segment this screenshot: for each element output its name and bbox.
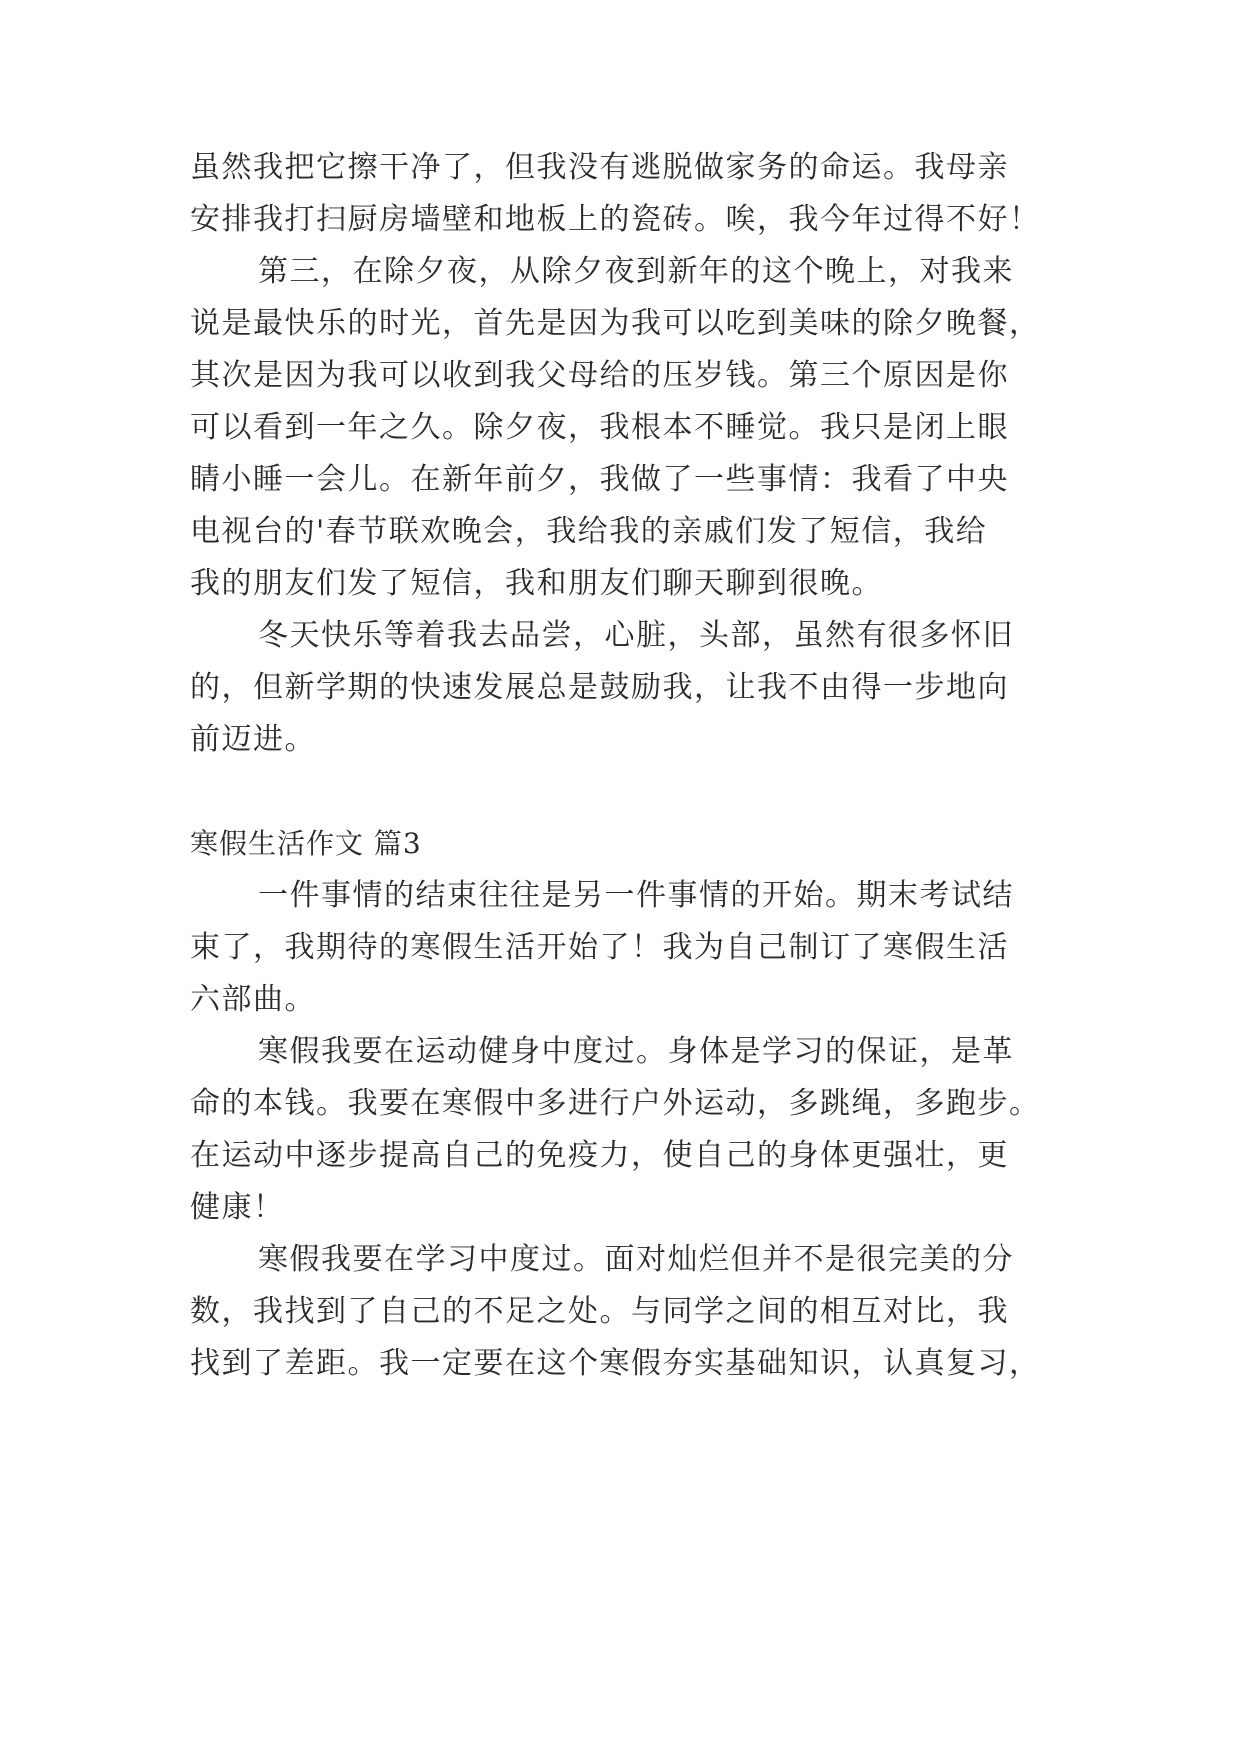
text-line: 寒假我要在运动健身中度过。身体是学习的保证，是革	[258, 1034, 1014, 1069]
text-line: 说是最快乐的时光，首先是因为我可以吃到美味的除夕晚餐，	[190, 306, 1041, 341]
text-line: 找到了差距。我一定要在这个寒假夯实基础知识，认真复习，	[190, 1346, 1041, 1381]
text-line: 数，我找到了自己的不足之处。与同学之间的相互对比，我	[190, 1294, 1009, 1329]
text-line: 睛小睡一会儿。在新年前夕，我做了一些事情：我看了中央	[190, 462, 1009, 497]
section-heading: 寒假生活作文 篇3	[190, 827, 422, 860]
text-line: 安排我打扫厨房墙壁和地板上的瓷砖。唉，我今年过得不好！	[190, 202, 1041, 237]
text-line: 在运动中逐步提高自己的免疫力，使自己的身体更强壮，更	[190, 1138, 1009, 1173]
text-line: 电视台的'春节联欢晚会，我给我的亲戚们发了短信，我给	[190, 514, 988, 549]
text-line: 命的本钱。我要在寒假中多进行户外运动，多跳绳，多跑步。	[190, 1086, 1041, 1121]
text-line: 束了，我期待的寒假生活开始了！我为自己制订了寒假生活	[190, 930, 1009, 965]
text-line: 我的朋友们发了短信，我和朋友们聊天聊到很晚。	[190, 566, 883, 601]
text-line: 寒假我要在学习中度过。面对灿烂但并不是很完美的分	[258, 1242, 1014, 1277]
text-line: 健康！	[190, 1190, 285, 1225]
text-line: 其次是因为我可以收到我父母给的压岁钱。第三个原因是你	[190, 358, 1009, 393]
text-line: 虽然我把它擦干净了，但我没有逃脱做家务的命运。我母亲	[190, 150, 1009, 185]
text-line: 冬天快乐等着我去品尝，心脏，头部，虽然有很多怀旧	[258, 618, 1014, 653]
text-line: 一件事情的结束往往是另一件事情的开始。期末考试结	[258, 878, 1014, 913]
text-line: 可以看到一年之久。除夕夜，我根本不睡觉。我只是闭上眼	[190, 410, 1009, 445]
text-line: 六部曲。	[190, 982, 316, 1017]
text-line: 第三，在除夕夜，从除夕夜到新年的这个晚上，对我来	[258, 254, 1014, 289]
text-line: 前迈进。	[190, 722, 316, 757]
text-line: 的，但新学期的快速发展总是鼓励我，让我不由得一步地向	[190, 670, 1009, 705]
